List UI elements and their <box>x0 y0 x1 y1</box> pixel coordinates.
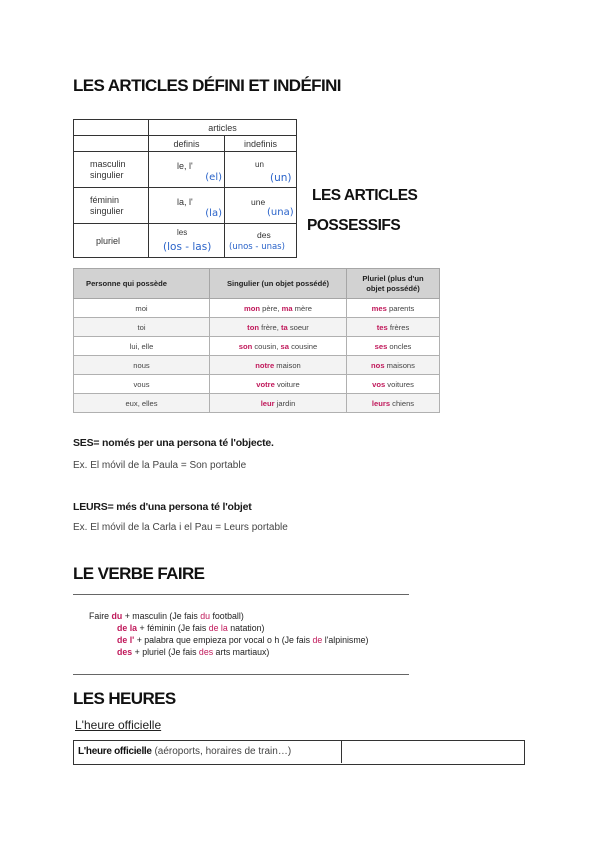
pos-person: eux, elles <box>74 394 210 413</box>
leurs-rule: LEURS= més d'una persona té l'objet <box>73 501 252 513</box>
pos-singulier: son cousin, sa cousine <box>210 337 347 356</box>
pos-singulier: votre voiture <box>210 375 347 394</box>
faire-line-de-l: de l' + palabra que empieza por vocal o h (Je fais de l'alpinisme) <box>117 635 369 645</box>
pos-singulier: mon père, ma mère <box>210 299 347 318</box>
articles-table <box>73 119 297 258</box>
article-def-es: (el) <box>205 172 222 183</box>
title-articles: LES ARTICLES DÉFINI ET INDÉFINI <box>73 76 341 95</box>
articles-row <box>74 152 297 188</box>
articles-row-label: masculin singulier <box>74 152 149 188</box>
article-def: le, l' <box>177 161 193 171</box>
articles-def-cell <box>149 152 225 188</box>
title-possessifs-line2: POSSESSIFS <box>307 217 401 234</box>
articles-subcorner <box>74 136 149 152</box>
pos-person: nous <box>74 356 210 375</box>
faire-bottom-divider <box>73 674 409 675</box>
article-def: les <box>177 228 188 237</box>
pos-pluriel: mes parents <box>347 299 440 318</box>
pos-row <box>74 318 440 337</box>
title-heures: LES HEURES <box>73 689 176 708</box>
heure-table-cell <box>74 741 342 763</box>
article-indef-es: (una) <box>267 207 294 218</box>
article-indef: des <box>257 230 271 240</box>
article-def-es: (la) <box>205 208 222 219</box>
pos-pluriel: ses oncles <box>347 337 440 356</box>
articles-header: articles <box>149 120 297 136</box>
articles-row <box>74 224 297 258</box>
articles-indef-cell <box>225 152 297 188</box>
pos-row <box>74 337 440 356</box>
article-def-es: (los - las) <box>163 241 212 253</box>
pos-row <box>74 356 440 375</box>
pos-singulier: leur jardin <box>210 394 347 413</box>
pos-person: toi <box>74 318 210 337</box>
pos-header-singulier: Singulier (un objet possédé) <box>210 269 347 299</box>
pos-row <box>74 375 440 394</box>
articles-indef-cell <box>225 188 297 224</box>
pos-header-person: Personne qui possède <box>74 269 210 299</box>
pos-person: moi <box>74 299 210 318</box>
heure-officielle-link[interactable]: L'heure officielle <box>75 718 162 732</box>
leurs-example: Ex. El móvil de la Carla i el Pau = Leurs portable <box>73 522 288 533</box>
faire-line-du: Faire du + masculin (Je fais du football) <box>89 611 244 621</box>
pos-singulier: notre maison <box>210 356 347 375</box>
heure-table <box>73 740 525 765</box>
articles-indef-cell <box>225 224 297 258</box>
faire-line-des: des + pluriel (Je fais des arts martiaux) <box>117 647 270 657</box>
articles-def-cell <box>149 224 225 258</box>
articles-def-cell <box>149 188 225 224</box>
pos-person: vous <box>74 375 210 394</box>
articles-row-label: féminin singulier <box>74 188 149 224</box>
articles-col-definis: definis <box>149 136 225 152</box>
pos-pluriel: vos voitures <box>347 375 440 394</box>
article-indef: une <box>251 197 266 207</box>
article-def: la, l' <box>177 197 193 207</box>
heure-cell-note: (aéroports, horaires de train…) <box>151 746 292 757</box>
pos-pluriel: leurs chiens <box>347 394 440 413</box>
articles-table-corner <box>74 120 149 136</box>
ses-example: Ex. El móvil de la Paula = Son portable <box>73 460 247 471</box>
article-indef-es: (unos - unas) <box>229 242 285 252</box>
pos-row <box>74 394 440 413</box>
pos-singulier: ton frère, ta soeur <box>210 318 347 337</box>
ses-rule: SES= només per una persona té l'objecte. <box>73 437 274 449</box>
pos-header-pluriel: Pluriel (plus d'un objet possédé) <box>347 269 440 299</box>
heure-cell-bold: L'heure officielle <box>78 746 152 757</box>
pos-pluriel: nos maisons <box>347 356 440 375</box>
pos-row <box>74 299 440 318</box>
articles-col-indefinis: indefinis <box>225 136 297 152</box>
articles-row <box>74 188 297 224</box>
possessifs-table <box>73 268 440 413</box>
title-faire: LE VERBE FAIRE <box>73 564 205 583</box>
faire-top-divider <box>73 594 409 595</box>
faire-line-de-la: de la + féminin (Je fais de la natation) <box>117 623 265 633</box>
pos-person: lui, elle <box>74 337 210 356</box>
pos-pluriel: tes frères <box>347 318 440 337</box>
article-indef-es: (un) <box>270 172 292 184</box>
articles-row-label: pluriel <box>74 224 149 258</box>
title-possessifs-line1: LES ARTICLES <box>312 187 418 204</box>
article-indef: un <box>255 160 264 169</box>
